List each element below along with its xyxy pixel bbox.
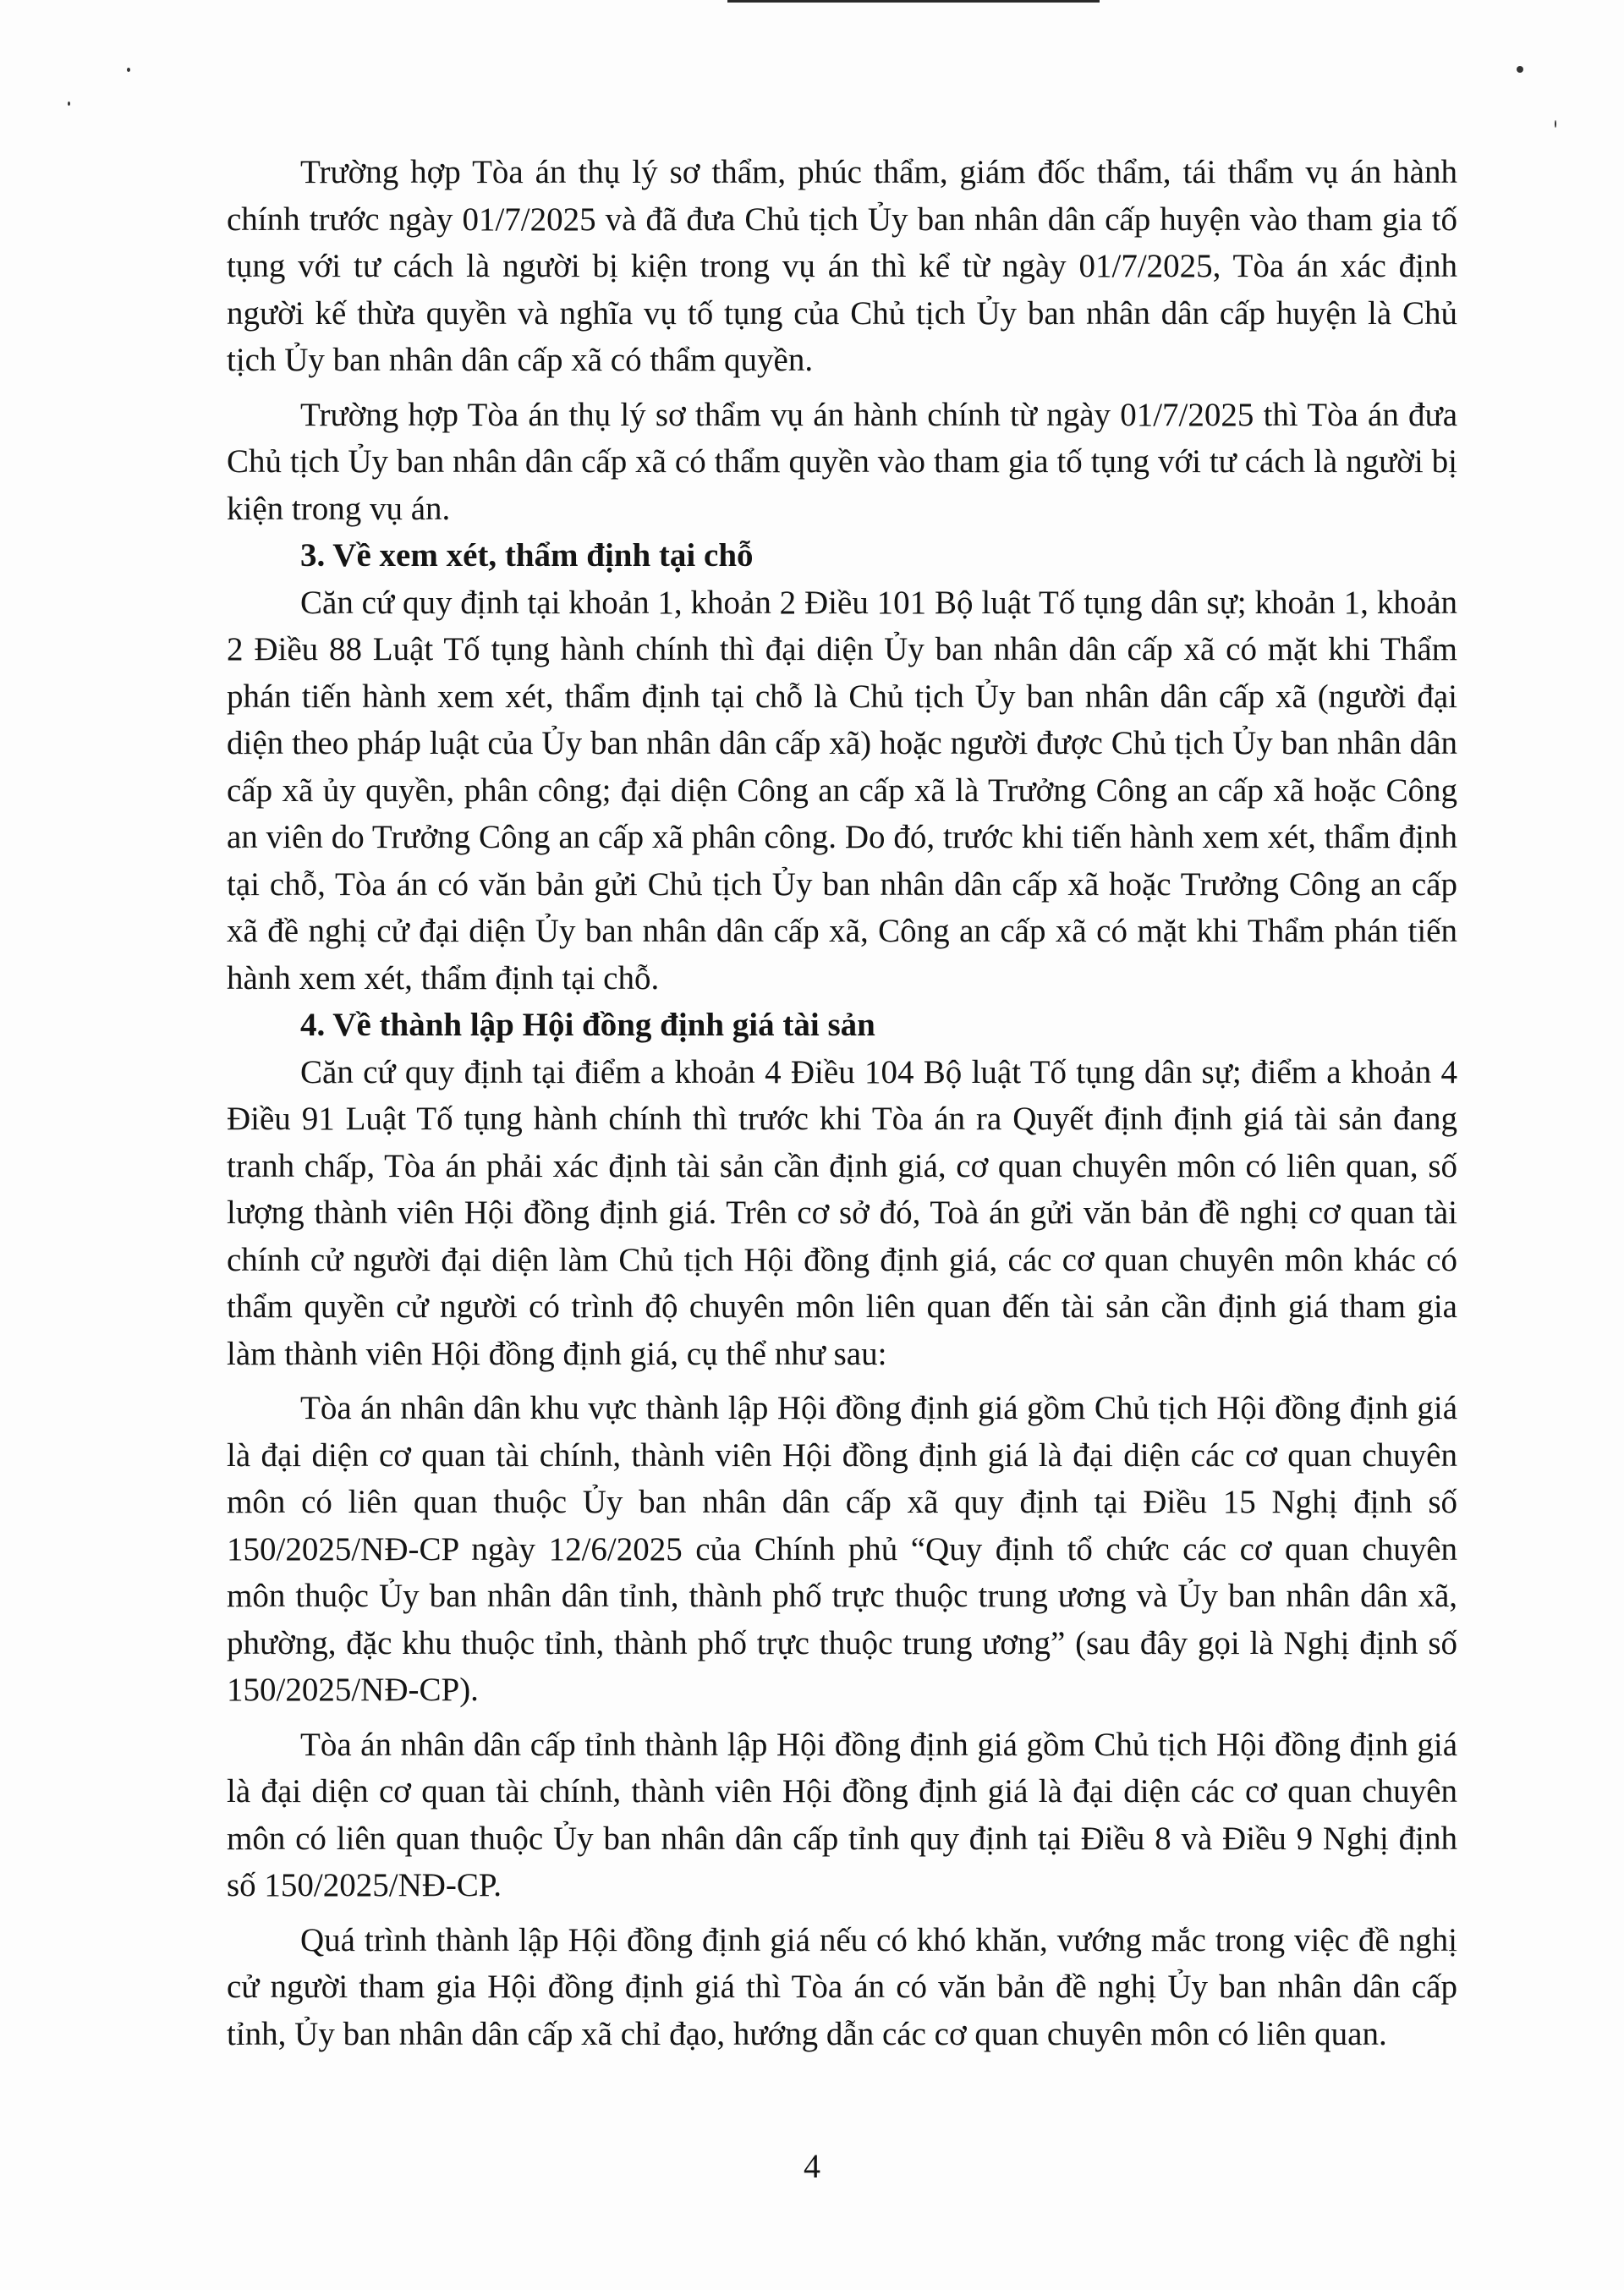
document-body (227, 149, 1457, 2057)
paragraph-2: Trường hợp Tòa án thụ lý sơ thẩm vụ án hành chính từ ngày 01/7/2025 thì Tòa án đưa Chủ tịch Ủy ban nhân dân cấp xã có thẩm quyền vào tham gia tố tụng với tư cách là người bị kiện trong vụ án. (227, 396, 1457, 527)
scan-edge-line (727, 0, 1100, 3)
paragraph-5: Tòa án nhân dân khu vực thành lập Hội đồng định giá gồm Chủ tịch Hội đồng định giá là đại diện cơ quan tài chính, thành viên Hội đồng định giá là đại diện các cơ quan chuyên môn có liên quan thuộc Ủy ban nhân dân cấp xã quy định tại Điều 15 Nghị định số 150/2025/NĐ-CP ngày 12/6/2025 của Chính phủ “Quy định tổ chức các cơ quan chuyên môn thuộc Ủy ban nhân dân tỉnh, thành phố trực thuộc trung ương và Ủy ban nhân dân xã, phường, đặc khu thuộc tỉnh, thành phố trực thuộc trung ương” (sau đây gọi là Nghị định số 150/2025/NĐ-CP). (227, 1390, 1457, 1708)
page-number: 4 (804, 2147, 820, 2185)
section-heading-4: 4. Về thành lập Hội đồng định giá tài sản (300, 1007, 875, 1043)
paragraph-6: Tòa án nhân dân cấp tỉnh thành lập Hội đồng định giá gồm Chủ tịch Hội đồng định giá là đại diện cơ quan tài chính, thành viên Hội đồng định giá là đại diện các cơ quan chuyên môn có liên quan thuộc Ủy ban nhân dân cấp tỉnh quy định tại Điều 8 và Điều 9 Nghị định số 150/2025/NĐ-CP. (227, 1726, 1457, 1903)
scan-speck (127, 68, 130, 72)
scan-speck (1555, 120, 1556, 128)
section-heading-3: 3. Về xem xét, thẩm định tại chỗ (300, 537, 754, 574)
paragraph-1: Trường hợp Tòa án thụ lý sơ thẩm, phúc thẩm, giám đốc thẩm, tái thẩm vụ án hành chính trước ngày 01/7/2025 và đã đưa Chủ tịch Ủy ban nhân dân cấp huyện vào tham gia tố tụng với tư cách là người bị kiện trong vụ án thì kể từ ngày 01/7/2025, Tòa án xác định người kế thừa quyền và nghĩa vụ tố tụng của Chủ tịch Ủy ban nhân dân cấp huyện là Chủ tịch Ủy ban nhân dân cấp xã có thẩm quyền. (227, 154, 1457, 378)
paragraph-7: Quá trình thành lập Hội đồng định giá nếu có khó khăn, vướng mắc trong việc đề nghị cử người tham gia Hội đồng định giá thì Tòa án có văn bản đề nghị Ủy ban nhân dân cấp tỉnh, Ủy ban nhân dân cấp xã chỉ đạo, hướng dẫn các cơ quan chuyên môn có liên quan. (227, 1921, 1457, 2052)
paragraph-3: Căn cứ quy định tại khoản 1, khoản 2 Điều 101 Bộ luật Tố tụng dân sự; khoản 1, khoản 2 Điều 88 Luật Tố tụng hành chính thì đại diện Ủy ban nhân dân cấp xã có mặt khi Thẩm phán tiến hành xem xét, thẩm định tại chỗ là Chủ tịch Ủy ban nhân dân cấp xã (người đại diện theo pháp luật của Ủy ban nhân dân cấp xã) hoặc người được Chủ tịch Ủy ban nhân dân cấp xã ủy quyền, phân công; đại diện Công an cấp xã là Trưởng Công an cấp xã hoặc Công an viên do Trưởng Công an cấp xã phân công. Do đó, trước khi tiến hành xem xét, thẩm định tại chỗ, Tòa án có văn bản gửi Chủ tịch Ủy ban nhân dân cấp xã hoặc Trưởng Công an cấp xã đề nghị cử đại diện Ủy ban nhân dân cấp xã, Công an cấp xã có mặt khi Thẩm phán tiến hành xem xét, thẩm định tại chỗ. (227, 584, 1457, 997)
scan-speck (68, 102, 70, 106)
scan-speck (1517, 66, 1523, 73)
paragraph-4: Căn cứ quy định tại điểm a khoản 4 Điều 104 Bộ luật Tố tụng dân sự; điểm a khoản 4 Điều 91 Luật Tố tụng hành chính thì trước khi Tòa án ra Quyết định định giá tài sản đang tranh chấp, Tòa án phải xác định tài sản cần định giá, cơ quan chuyên môn có liên quan, số lượng thành viên Hội đồng định giá. Trên cơ sở đó, Toà án gửi văn bản đề nghị cơ quan tài chính cử người đại diện làm Chủ tịch Hội đồng định giá, các cơ quan chuyên môn khác có thẩm quyền cử người có trình độ chuyên môn liên quan đến tài sản cần định giá tham gia làm thành viên Hội đồng định giá, cụ thể như sau: (227, 1053, 1457, 1372)
